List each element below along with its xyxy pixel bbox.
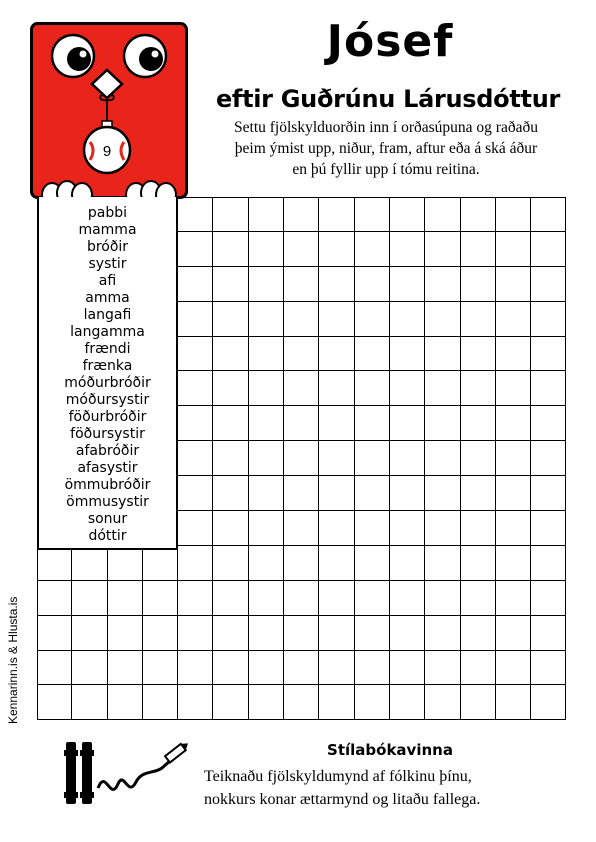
grid-cell[interactable] bbox=[531, 232, 566, 267]
grid-cell[interactable] bbox=[496, 337, 531, 372]
grid-cell[interactable] bbox=[390, 616, 425, 651]
grid-cell[interactable] bbox=[249, 406, 284, 441]
grid-cell[interactable] bbox=[249, 616, 284, 651]
word-item: langamma bbox=[70, 324, 145, 340]
grid-cell[interactable] bbox=[390, 197, 425, 232]
grid-cell[interactable] bbox=[461, 511, 496, 546]
grid-cell[interactable] bbox=[390, 232, 425, 267]
grid-cell[interactable] bbox=[143, 546, 178, 581]
grid-cell[interactable] bbox=[178, 337, 213, 372]
grid-cell[interactable] bbox=[461, 685, 496, 720]
word-item: amma bbox=[85, 290, 130, 306]
grid-cell[interactable] bbox=[461, 267, 496, 302]
instructions-line: þeim ýmist upp, niður, fram, aftur eða á ská áður bbox=[234, 140, 538, 157]
grid-cell[interactable] bbox=[319, 685, 354, 720]
ornament-number: 9 bbox=[102, 143, 112, 160]
grid-cell[interactable] bbox=[390, 371, 425, 406]
word-item: mamma bbox=[78, 222, 137, 238]
grid-cell[interactable] bbox=[178, 651, 213, 686]
grid-cell[interactable] bbox=[390, 685, 425, 720]
grid-cell[interactable] bbox=[496, 651, 531, 686]
word-item: langafi bbox=[83, 307, 132, 323]
grid-cell[interactable] bbox=[249, 476, 284, 511]
grid-cell[interactable] bbox=[461, 616, 496, 651]
grid-cell[interactable] bbox=[319, 371, 354, 406]
grid-cell[interactable] bbox=[496, 197, 531, 232]
grid-cell[interactable] bbox=[213, 406, 248, 441]
grid-cell[interactable] bbox=[461, 302, 496, 337]
grid-cell[interactable] bbox=[496, 267, 531, 302]
grid-cell[interactable] bbox=[461, 232, 496, 267]
grid-cell[interactable] bbox=[425, 546, 460, 581]
grid-cell[interactable] bbox=[319, 616, 354, 651]
grid-cell[interactable] bbox=[496, 371, 531, 406]
grid-cell[interactable] bbox=[496, 476, 531, 511]
grid-cell[interactable] bbox=[213, 441, 248, 476]
grid-cell[interactable] bbox=[178, 511, 213, 546]
grid-cell[interactable] bbox=[284, 511, 319, 546]
grid-cell[interactable] bbox=[496, 616, 531, 651]
credit-text: Kennarinn.is & Hlusta.is bbox=[6, 596, 20, 724]
grid-cell[interactable] bbox=[531, 651, 566, 686]
grid-cell[interactable] bbox=[178, 267, 213, 302]
grid-cell[interactable] bbox=[390, 267, 425, 302]
grid-cell[interactable] bbox=[355, 197, 390, 232]
grid-cell[interactable] bbox=[496, 302, 531, 337]
grid-cell[interactable] bbox=[531, 546, 566, 581]
grid-cell[interactable] bbox=[284, 441, 319, 476]
grid-cell[interactable] bbox=[531, 302, 566, 337]
grid-cell[interactable] bbox=[390, 441, 425, 476]
grid-cell[interactable] bbox=[284, 232, 319, 267]
grid-cell[interactable] bbox=[284, 476, 319, 511]
grid-cell[interactable] bbox=[355, 302, 390, 337]
grid-cell[interactable] bbox=[213, 685, 248, 720]
grid-row bbox=[37, 581, 566, 616]
grid-cell[interactable] bbox=[178, 302, 213, 337]
grid-cell[interactable] bbox=[496, 685, 531, 720]
grid-cell[interactable] bbox=[37, 546, 72, 581]
grid-cell[interactable] bbox=[284, 197, 319, 232]
word-item: frænka bbox=[82, 358, 133, 374]
grid-cell[interactable] bbox=[213, 616, 248, 651]
grid-cell[interactable] bbox=[531, 337, 566, 372]
grid-cell[interactable] bbox=[461, 581, 496, 616]
grid-cell[interactable] bbox=[355, 616, 390, 651]
grid-cell[interactable] bbox=[284, 546, 319, 581]
grid-cell[interactable] bbox=[143, 651, 178, 686]
grid-cell[interactable] bbox=[496, 232, 531, 267]
grid-cell[interactable] bbox=[249, 441, 284, 476]
grid-cell[interactable] bbox=[37, 581, 72, 616]
bonus-title: Stílabókavinna bbox=[327, 741, 453, 759]
grid-cell[interactable] bbox=[284, 616, 319, 651]
grid-cell[interactable] bbox=[249, 581, 284, 616]
grid-cell[interactable] bbox=[213, 197, 248, 232]
word-item: móðurbróðir bbox=[64, 375, 151, 391]
grid-cell[interactable] bbox=[496, 511, 531, 546]
grid-cell[interactable] bbox=[425, 581, 460, 616]
grid-cell[interactable] bbox=[425, 406, 460, 441]
word-item: pabbi bbox=[87, 205, 128, 221]
grid-cell[interactable] bbox=[249, 651, 284, 686]
grid-cell[interactable] bbox=[108, 685, 143, 720]
grid-cell[interactable] bbox=[249, 197, 284, 232]
grid-cell[interactable] bbox=[249, 302, 284, 337]
grid-cell[interactable] bbox=[319, 441, 354, 476]
grid-cell[interactable] bbox=[213, 476, 248, 511]
notebook-pencil-icon bbox=[62, 738, 190, 806]
grid-cell[interactable] bbox=[319, 232, 354, 267]
grid-cell[interactable] bbox=[319, 581, 354, 616]
grid-cell[interactable] bbox=[72, 581, 107, 616]
grid-cell[interactable] bbox=[425, 441, 460, 476]
grid-cell[interactable] bbox=[425, 651, 460, 686]
grid-cell[interactable] bbox=[461, 371, 496, 406]
grid-cell[interactable] bbox=[425, 337, 460, 372]
bonus-text bbox=[204, 765, 584, 811]
grid-cell[interactable] bbox=[531, 197, 566, 232]
instructions-line: en þú fyllir upp í tómu reitina. bbox=[292, 161, 480, 178]
grid-cell[interactable] bbox=[319, 267, 354, 302]
grid-cell[interactable] bbox=[213, 511, 248, 546]
grid-cell[interactable] bbox=[284, 371, 319, 406]
instructions-line: Settu fjölskylduorðin inn í orðasúpuna og raðaðu bbox=[234, 119, 538, 136]
word-item: ömmubróðir bbox=[64, 477, 151, 493]
grid-cell[interactable] bbox=[390, 302, 425, 337]
word-item: sonur bbox=[87, 511, 128, 527]
grid-cell[interactable] bbox=[284, 581, 319, 616]
word-item: frændi bbox=[84, 341, 131, 357]
grid-cell[interactable] bbox=[319, 197, 354, 232]
grid-cell[interactable] bbox=[390, 581, 425, 616]
grid-cell[interactable] bbox=[319, 511, 354, 546]
grid-cell[interactable] bbox=[249, 685, 284, 720]
grid-cell[interactable] bbox=[249, 371, 284, 406]
grid-cell[interactable] bbox=[531, 616, 566, 651]
grid-cell[interactable] bbox=[178, 546, 213, 581]
grid-cell[interactable] bbox=[461, 546, 496, 581]
grid-cell[interactable] bbox=[425, 616, 460, 651]
word-item: föðursystir bbox=[70, 426, 145, 442]
grid-cell[interactable] bbox=[178, 441, 213, 476]
word-list bbox=[39, 197, 176, 545]
owl-mascot-illustration bbox=[30, 22, 188, 200]
grid-cell[interactable] bbox=[461, 651, 496, 686]
grid-cell[interactable] bbox=[143, 616, 178, 651]
grid-cell[interactable] bbox=[355, 441, 390, 476]
instructions bbox=[196, 117, 576, 180]
grid-cell[interactable] bbox=[425, 511, 460, 546]
grid-cell[interactable] bbox=[249, 232, 284, 267]
grid-cell[interactable] bbox=[355, 581, 390, 616]
grid-cell[interactable] bbox=[284, 267, 319, 302]
word-item: afabróðir bbox=[75, 443, 140, 459]
grid-cell[interactable] bbox=[390, 476, 425, 511]
grid-cell[interactable] bbox=[425, 685, 460, 720]
grid-cell[interactable] bbox=[319, 302, 354, 337]
bonus-line: Teiknaðu fjölskyldumynd af fólkinu þínu, bbox=[204, 768, 472, 785]
grid-cell[interactable] bbox=[355, 406, 390, 441]
grid-cell[interactable] bbox=[213, 546, 248, 581]
grid-cell[interactable] bbox=[390, 406, 425, 441]
word-item: afasystir bbox=[77, 460, 138, 476]
grid-cell[interactable] bbox=[178, 371, 213, 406]
grid-cell[interactable] bbox=[37, 651, 72, 686]
grid-cell[interactable] bbox=[284, 685, 319, 720]
grid-cell[interactable] bbox=[178, 197, 213, 232]
word-item: systir bbox=[88, 256, 127, 272]
grid-cell[interactable] bbox=[496, 581, 531, 616]
grid-row bbox=[37, 616, 566, 651]
grid-cell[interactable] bbox=[108, 616, 143, 651]
grid-cell[interactable] bbox=[72, 616, 107, 651]
grid-cell[interactable] bbox=[108, 651, 143, 686]
grid-cell[interactable] bbox=[143, 685, 178, 720]
word-item: ömmusystir bbox=[66, 494, 149, 510]
word-item: föðurbróðir bbox=[68, 409, 147, 425]
grid-cell[interactable] bbox=[143, 581, 178, 616]
grid-cell[interactable] bbox=[355, 651, 390, 686]
grid-cell[interactable] bbox=[72, 546, 107, 581]
grid-cell[interactable] bbox=[390, 546, 425, 581]
grid-cell[interactable] bbox=[425, 232, 460, 267]
grid-cell[interactable] bbox=[355, 371, 390, 406]
grid-cell[interactable] bbox=[390, 511, 425, 546]
grid-cell[interactable] bbox=[425, 302, 460, 337]
grid-cell[interactable] bbox=[355, 232, 390, 267]
grid-cell[interactable] bbox=[108, 546, 143, 581]
grid-cell[interactable] bbox=[319, 651, 354, 686]
grid-cell[interactable] bbox=[461, 406, 496, 441]
grid-cell[interactable] bbox=[319, 337, 354, 372]
grid-cell[interactable] bbox=[531, 371, 566, 406]
grid-cell[interactable] bbox=[284, 302, 319, 337]
grid-cell[interactable] bbox=[319, 546, 354, 581]
grid-cell[interactable] bbox=[213, 651, 248, 686]
word-item: afi bbox=[98, 273, 117, 289]
grid-cell[interactable] bbox=[108, 581, 143, 616]
grid-cell[interactable] bbox=[355, 267, 390, 302]
grid-cell[interactable] bbox=[355, 685, 390, 720]
grid-cell[interactable] bbox=[531, 441, 566, 476]
grid-cell[interactable] bbox=[178, 232, 213, 267]
grid-cell[interactable] bbox=[425, 371, 460, 406]
grid-cell[interactable] bbox=[531, 476, 566, 511]
owl-left-eye bbox=[52, 35, 94, 77]
grid-cell[interactable] bbox=[461, 476, 496, 511]
grid-cell[interactable] bbox=[284, 406, 319, 441]
grid-cell[interactable] bbox=[319, 476, 354, 511]
grid-cell[interactable] bbox=[178, 616, 213, 651]
grid-cell[interactable] bbox=[37, 685, 72, 720]
grid-cell[interactable] bbox=[531, 511, 566, 546]
grid-cell[interactable] bbox=[496, 441, 531, 476]
grid-row bbox=[37, 546, 566, 581]
grid-cell[interactable] bbox=[213, 371, 248, 406]
grid-cell[interactable] bbox=[249, 337, 284, 372]
grid-cell[interactable] bbox=[319, 406, 354, 441]
grid-cell[interactable] bbox=[284, 651, 319, 686]
grid-cell[interactable] bbox=[461, 337, 496, 372]
grid-cell[interactable] bbox=[531, 267, 566, 302]
grid-cell[interactable] bbox=[425, 476, 460, 511]
grid-cell[interactable] bbox=[390, 651, 425, 686]
grid-cell[interactable] bbox=[178, 476, 213, 511]
page-subtitle: eftir Guðrúnu Lárusdóttur bbox=[215, 85, 561, 113]
grid-cell[interactable] bbox=[72, 651, 107, 686]
grid-cell[interactable] bbox=[213, 267, 248, 302]
grid-row bbox=[37, 651, 566, 686]
owl-right-eye bbox=[124, 35, 166, 77]
grid-cell[interactable] bbox=[355, 546, 390, 581]
grid-cell[interactable] bbox=[213, 337, 248, 372]
grid-cell[interactable] bbox=[355, 476, 390, 511]
grid-cell[interactable] bbox=[355, 511, 390, 546]
grid-row bbox=[37, 685, 566, 720]
grid-cell[interactable] bbox=[461, 441, 496, 476]
grid-cell[interactable] bbox=[390, 337, 425, 372]
grid-cell[interactable] bbox=[284, 337, 319, 372]
grid-cell[interactable] bbox=[496, 406, 531, 441]
grid-cell[interactable] bbox=[461, 197, 496, 232]
word-list-box bbox=[37, 197, 178, 550]
grid-cell[interactable] bbox=[249, 546, 284, 581]
grid-cell[interactable] bbox=[355, 337, 390, 372]
grid-cell[interactable] bbox=[213, 232, 248, 267]
grid-cell[interactable] bbox=[425, 197, 460, 232]
grid-cell[interactable] bbox=[178, 406, 213, 441]
word-item: móðursystir bbox=[65, 392, 150, 408]
bonus-line: nokkurs konar ættarmynd og litaðu fallega. bbox=[204, 791, 481, 808]
grid-cell[interactable] bbox=[249, 511, 284, 546]
grid-cell[interactable] bbox=[213, 581, 248, 616]
grid-cell[interactable] bbox=[531, 406, 566, 441]
grid-cell[interactable] bbox=[178, 685, 213, 720]
page-title: Jósef bbox=[326, 16, 454, 67]
grid-cell[interactable] bbox=[531, 685, 566, 720]
grid-cell[interactable] bbox=[37, 616, 72, 651]
grid-cell[interactable] bbox=[178, 581, 213, 616]
word-item: bróðir bbox=[86, 239, 129, 255]
word-item: dóttir bbox=[88, 528, 127, 544]
grid-cell[interactable] bbox=[531, 581, 566, 616]
grid-cell[interactable] bbox=[72, 685, 107, 720]
grid-cell[interactable] bbox=[425, 267, 460, 302]
grid-cell[interactable] bbox=[496, 546, 531, 581]
grid-cell[interactable] bbox=[213, 302, 248, 337]
grid-cell[interactable] bbox=[249, 267, 284, 302]
